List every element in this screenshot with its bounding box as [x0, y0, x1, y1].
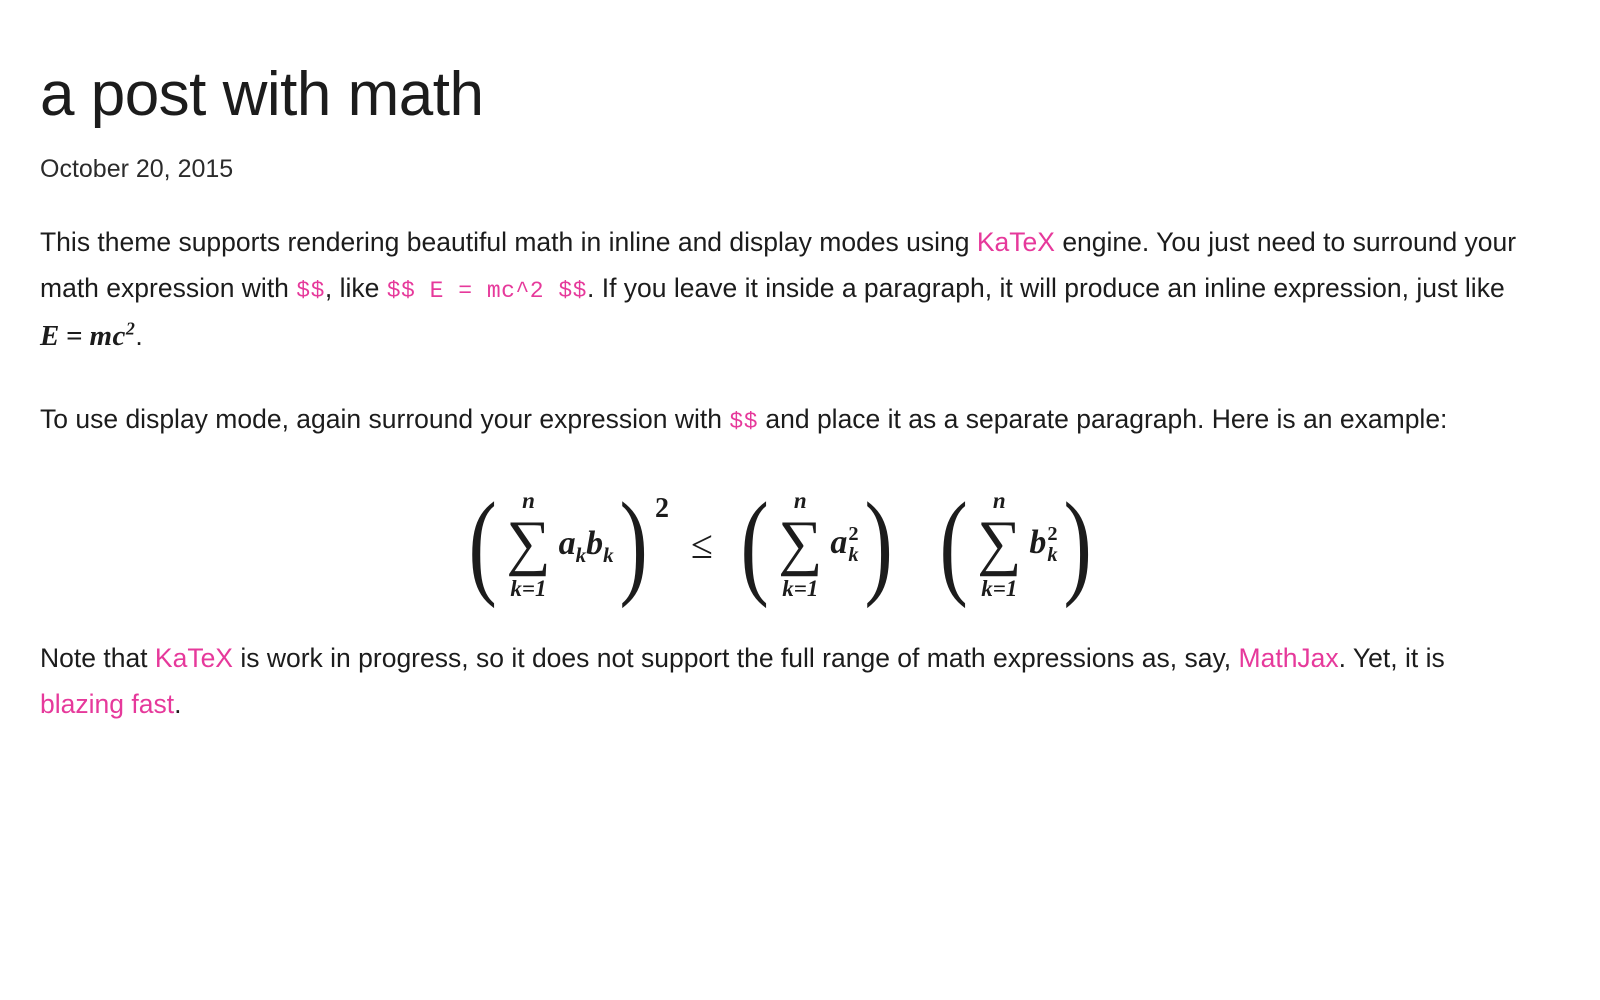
- display-mode-paragraph: [40, 397, 1520, 443]
- paragraph1-part1: This theme supports rendering beautiful math in inline and display modes using: [40, 227, 977, 258]
- sigma-icon-3: ∑: [977, 509, 1022, 578]
- paragraph1-part4: . If you leave it inside a paragraph, it will produce an inline expression, just like: [586, 273, 1505, 304]
- math-term-akbk: $a_kb_k$: [558, 525, 614, 568]
- display-math-cauchy-schwarz: [40, 478, 1520, 610]
- intro-paragraph: [40, 220, 1520, 361]
- summation-3: [977, 489, 1021, 600]
- sum-upper-limit-2: n: [793, 488, 807, 514]
- sum-lower-limit-2: k=1: [782, 575, 819, 601]
- code-dollar-dollar-2: $$: [729, 409, 758, 436]
- left-paren-3: (: [939, 478, 968, 610]
- right-paren-1: ): [619, 478, 648, 610]
- right-paren-2: ): [864, 478, 893, 610]
- paragraph3-part1: Note that: [40, 642, 155, 673]
- mathjax-link[interactable]: MathJax: [1238, 642, 1339, 673]
- paragraph3-part3: . Yet, it is: [1338, 642, 1445, 673]
- sum-lower-limit-3: k=1: [981, 575, 1018, 601]
- sum-upper-limit-3: n: [992, 488, 1006, 514]
- math-term-ak2: a 2 k: [830, 523, 859, 566]
- page-title: a post with math: [40, 60, 484, 129]
- inline-math-emc2: $E = mc^2$: [40, 317, 136, 352]
- exponent-2: 2: [654, 493, 669, 525]
- paragraph3-part2: is work in progress, so it does not support the full range of math expressions as, say,: [232, 642, 1239, 673]
- paragraph1-part2: engine. You just need to surround your math expression with: [40, 227, 1517, 304]
- note-paragraph: [40, 636, 1520, 727]
- sum-lower-limit-1: k=1: [510, 575, 547, 601]
- summation-2: [778, 489, 822, 600]
- blazing-fast-link[interactable]: blazing fast: [40, 688, 175, 719]
- paragraph1-part3: , like: [324, 273, 387, 304]
- paragraph1-part5: .: [135, 320, 143, 351]
- code-dollar-dollar-1: $$: [296, 278, 325, 305]
- paragraph3-part4: .: [174, 688, 182, 719]
- sigma-icon-2: ∑: [778, 509, 823, 578]
- left-paren-2: (: [740, 478, 769, 610]
- math-group-left: [463, 478, 669, 610]
- right-paren-3: ): [1063, 478, 1092, 610]
- katex-link-note[interactable]: KaTeX: [154, 642, 233, 673]
- math-group-right: [934, 478, 1097, 610]
- post-date: October 20, 2015: [40, 155, 234, 184]
- math-term-bk2: b 2 k: [1029, 523, 1058, 566]
- summation-1: [506, 489, 550, 600]
- paragraph2-part2: and place it as a separate paragraph. Here is an example:: [758, 404, 1448, 435]
- left-paren-1: (: [468, 478, 497, 610]
- code-emc2-sample: $$ E = mc^2 $$: [386, 278, 587, 305]
- paragraph2-part1: To use display mode, again surround your expression with: [40, 404, 730, 435]
- katex-link-intro[interactable]: KaTeX: [976, 227, 1055, 258]
- relation-leq: ≤: [690, 521, 713, 567]
- sum-upper-limit-1: n: [522, 488, 535, 514]
- math-group-middle: [735, 478, 898, 610]
- sigma-icon-1: ∑: [506, 509, 551, 578]
